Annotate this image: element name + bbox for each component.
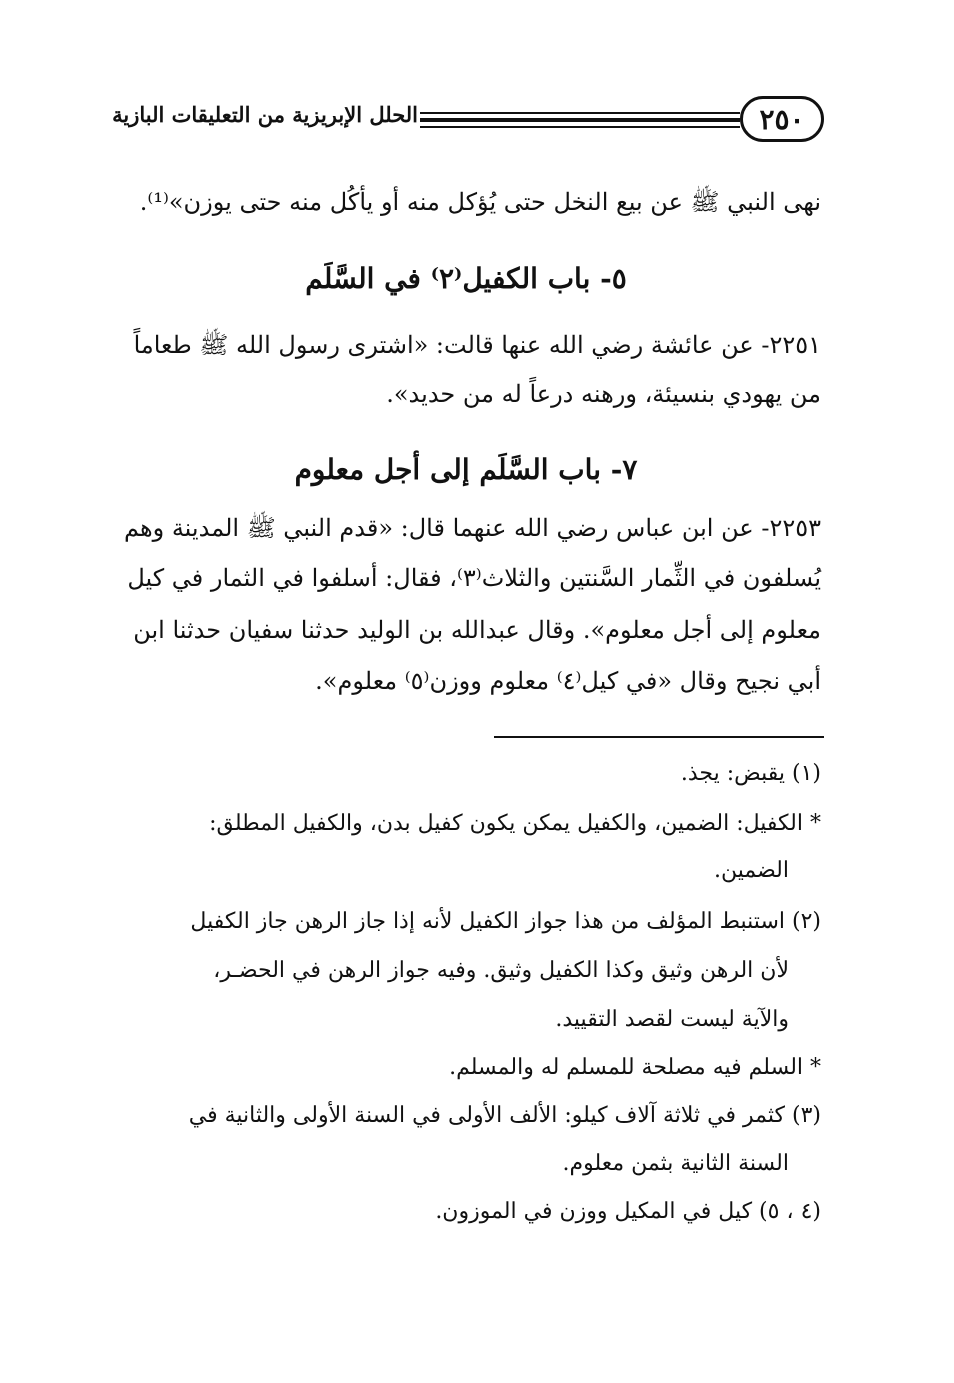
- footnote-line: (٤ ، ٥) كيل في المكيل ووزن في الموزون.: [435, 1199, 821, 1224]
- footnote-line: الضمين.: [714, 858, 789, 883]
- header-rule: [420, 112, 740, 114]
- header-rule: [420, 118, 740, 122]
- book-title: الحلل الإبريزية من التعليقات البازية: [112, 102, 418, 127]
- footnote-separator: [494, 736, 824, 738]
- hadith-2251-line: ٢٢٥١- عن عائشة رضي الله عنها قالت: «اشترى رسول الله ﷺ طعاماً: [133, 331, 821, 359]
- page-number: ٢٥٠: [740, 96, 824, 142]
- footnote-line: (٢) استنبط المؤلف من هذا جواز الكفيل لأنه إذا جاز الرهن جاز الكفيل: [190, 909, 821, 934]
- header-rule: [420, 126, 740, 128]
- hadith-2253-line: أبي نجيح وقال «في كيل⁽٤⁾ معلوم ووزن⁽٥⁾ معلوم».: [315, 667, 821, 695]
- page-header: [112, 96, 824, 148]
- footnote-line: والآية ليست لقصد التقييد.: [555, 1007, 789, 1032]
- footnote-line: لأن الرهن وثيق وكذا الكفيل وثيق. وفيه جواز الرهن في الحضـر،: [213, 958, 789, 983]
- footnote-line: (١) يقبض: يجذ.: [680, 761, 821, 786]
- footnote-line: * الكفيل: الضمين، والكفيل يمكن يكون كفيل بدن، والكفيل المطلق:: [209, 811, 821, 836]
- footnote-line: * السلم فيه مصلحة للمسلم له والمسلم.: [449, 1055, 821, 1080]
- intro-line: نهى النبي ﷺ عن بيع النخل حتى يُؤكل منه أو يأكُل منه حتى يوزن»⁽¹⁾.: [139, 188, 821, 216]
- hadith-2253-line: ٢٢٥٣- عن ابن عباس رضي الله عنهما قال: «قدم النبي ﷺ المدينة وهم: [123, 514, 821, 542]
- hadith-2251-line: من يهودي بنسيئة، ورهنه درعاً له من حديد».: [386, 380, 821, 408]
- footnote-line: (٣) كثمر في ثلاثة آلاف كيلو: الألف الأولى في السنة الأولى والثانية في: [188, 1103, 821, 1128]
- section-7-heading: ٧- باب السَّلَم إلى أجل معلوم: [294, 453, 638, 486]
- hadith-2253-line: معلوم إلى أجل معلوم». وقال عبدالله بن الوليد حدثنا سفيان حدثنا ابن: [133, 616, 821, 644]
- hadith-2253-line: يُسلفون في الثِّمار السَّنتين والثلاث⁽٣⁾، فقال: أسلفوا في الثمار في كيل: [127, 564, 821, 592]
- footnote-line: السنة الثانية بثمن معلوم.: [562, 1151, 789, 1176]
- section-5-heading: ٥- باب الكفيل⁽٢⁾ في السَّلَم: [305, 262, 627, 295]
